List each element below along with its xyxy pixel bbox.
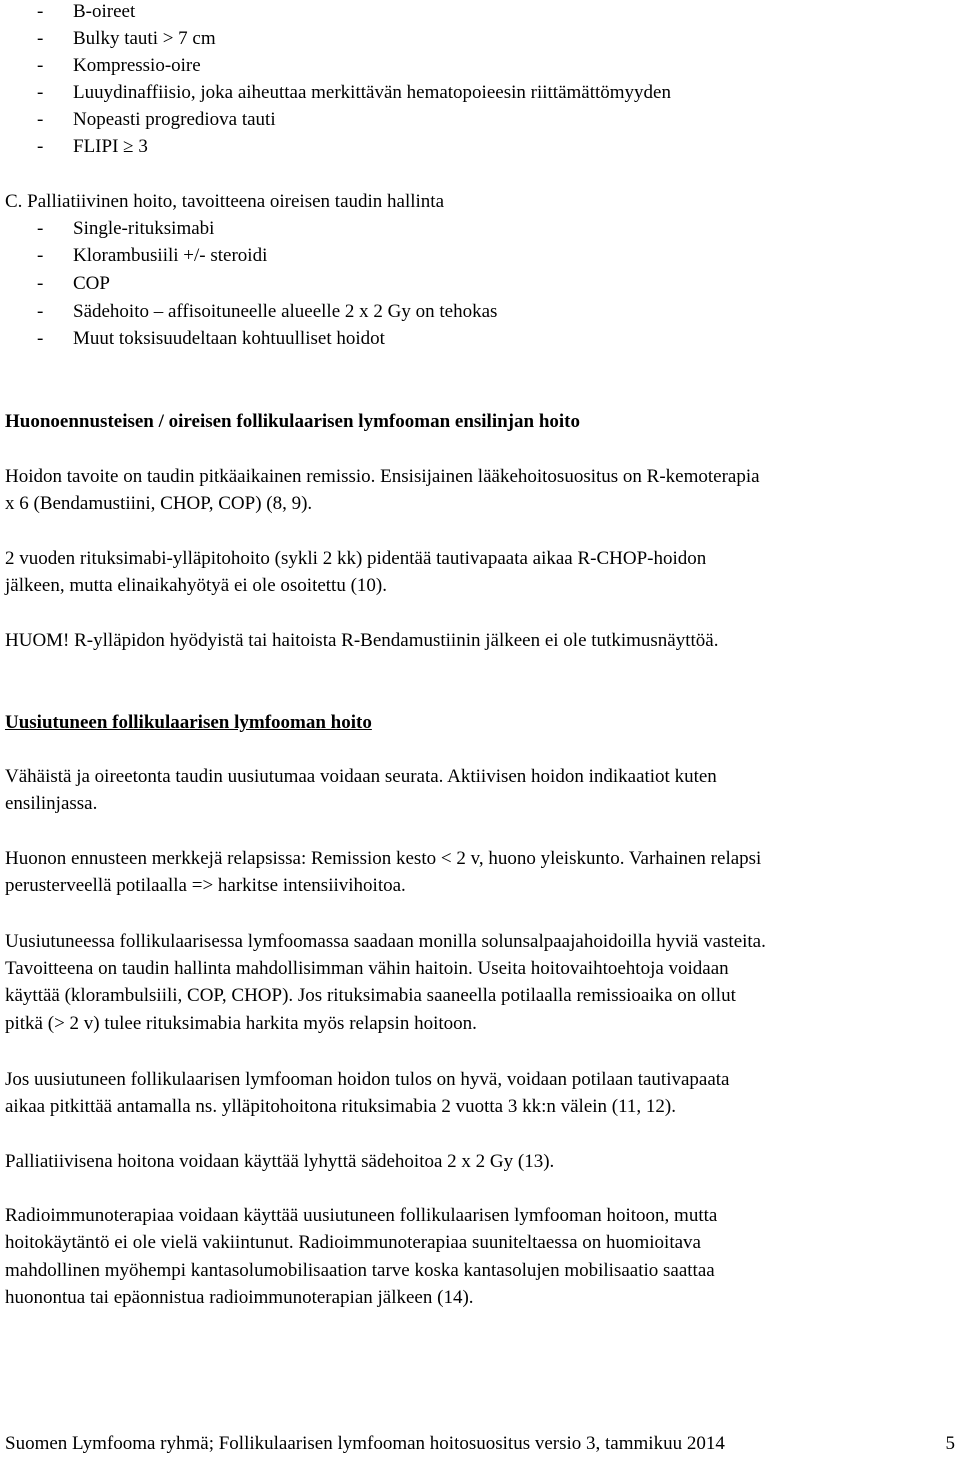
paragraph-line: Vähäistä ja oireetonta taudin uusiutumaa voidaan seurata. Aktiivisen hoidon indikaatiot kuten xyxy=(5,766,717,787)
paragraph-line: Huonon ennusteen merkkejä relapsissa: Remission kesto < 2 v, huono yleiskunto. Varhainen relapsi xyxy=(5,848,762,869)
page-footer: Suomen Lymfooma ryhmä; Follikulaarisen lymfooman hoitosuositus versio 3, tammikuu 2014 xyxy=(5,1433,725,1454)
paragraph-line: Uusiutuneessa follikulaarisessa lymfoomassa saadaan monilla solunsalpaajahoidoilla hyviä vasteita. xyxy=(5,931,766,952)
paragraph-line: hoitokäytäntö ei ole vielä vakiintunut. Radioimmunoterapiaa suuniteltaessa on huomioitava xyxy=(5,1232,701,1253)
list-item: - COP xyxy=(37,273,110,294)
paragraph-line: Tavoitteena on taudin hallinta mahdollisimman vähin haitoin. Useita hoitovaihtoehtoja voidaan xyxy=(5,958,729,979)
paragraph-line: Jos uusiutuneen follikulaarisen lymfooman hoidon tulos on hyvä, voidaan potilaan tautivapaata xyxy=(5,1069,730,1090)
list-item: - Bulky tauti > 7 cm xyxy=(37,28,216,49)
paragraph-line: ensilinjassa. xyxy=(5,793,98,814)
list-item: - FLIPI ≥ 3 xyxy=(37,136,148,157)
list-item: - Sädehoito – affisoituneelle alueelle 2 x 2 Gy on tehokas xyxy=(37,301,498,322)
list-item: - Single-rituksimabi xyxy=(37,218,215,239)
paragraph-line: mahdollinen myöhempi kantasolumobilisaation tarve koska kantasolujen mobilisaatio saattaa xyxy=(5,1260,715,1281)
section-heading: Uusiutuneen follikulaarisen lymfooman hoito xyxy=(5,712,372,733)
list-item: - B-oireet xyxy=(37,1,136,22)
list-item: - Kompressio-oire xyxy=(37,55,201,76)
section-heading: Huonoennusteisen / oireisen follikulaarisen lymfooman ensilinjan hoito xyxy=(5,411,581,432)
page-number: 5 xyxy=(945,1433,955,1454)
section-c-title: C. Palliatiivinen hoito, tavoitteena oireisen taudin hallinta xyxy=(5,191,445,212)
paragraph-line: x 6 (Bendamustiini, CHOP, COP) (8, 9). xyxy=(5,493,313,514)
list-item: - Nopeasti progrediova tauti xyxy=(37,109,276,130)
list-item: - Klorambusiili +/- steroidi xyxy=(37,245,268,266)
paragraph-line: huonontua tai epäonnistua radioimmunoterapian jälkeen (14). xyxy=(5,1287,474,1308)
paragraph-line: Hoidon tavoite on taudin pitkäaikainen remissio. Ensisijainen lääkehoitosuositus on R-kemoterapia xyxy=(5,466,760,487)
paragraph-line: perusterveellä potilaalla => harkitse intensiivihoitoa. xyxy=(5,875,406,896)
paragraph-line: Palliatiivisena hoitona voidaan käyttää lyhyttä sädehoitoa 2 x 2 Gy (13). xyxy=(5,1151,555,1172)
paragraph-line: 2 vuoden rituksimabi-ylläpitohoito (sykli 2 kk) pidentää tautivapaata aikaa R-CHOP-hoidon xyxy=(5,548,707,569)
paragraph-line: käyttää (klorambulsiili, COP, CHOP). Jos rituksimabia saaneella potilaalla remissioaika on ollut xyxy=(5,985,736,1006)
paragraph-line: aikaa pitkittää antamalla ns. ylläpitohoitona rituksimabia 2 vuotta 3 kk:n välein (11, 12). xyxy=(5,1096,676,1117)
list-item: - Luuydinaffiisio, joka aiheuttaa merkittävän hematopoieesin riittämättömyyden xyxy=(37,82,671,103)
paragraph-line: Radioimmunoterapiaa voidaan käyttää uusiutuneen follikulaarisen lymfooman hoitoon, mutta xyxy=(5,1205,718,1226)
paragraph-line: HUOM! R-ylläpidon hyödyistä tai haitoista R-Bendamustiinin jälkeen ei ole tutkimusnäyttöä. xyxy=(5,630,719,651)
paragraph-line: pitkä (> 2 v) tulee rituksimabia harkita myös relapsin hoitoon. xyxy=(5,1013,477,1034)
list-item: - Muut toksisuudeltaan kohtuulliset hoidot xyxy=(37,328,385,349)
paragraph-line: jälkeen, mutta elinaikahyötyä ei ole osoitettu (10). xyxy=(5,575,387,596)
